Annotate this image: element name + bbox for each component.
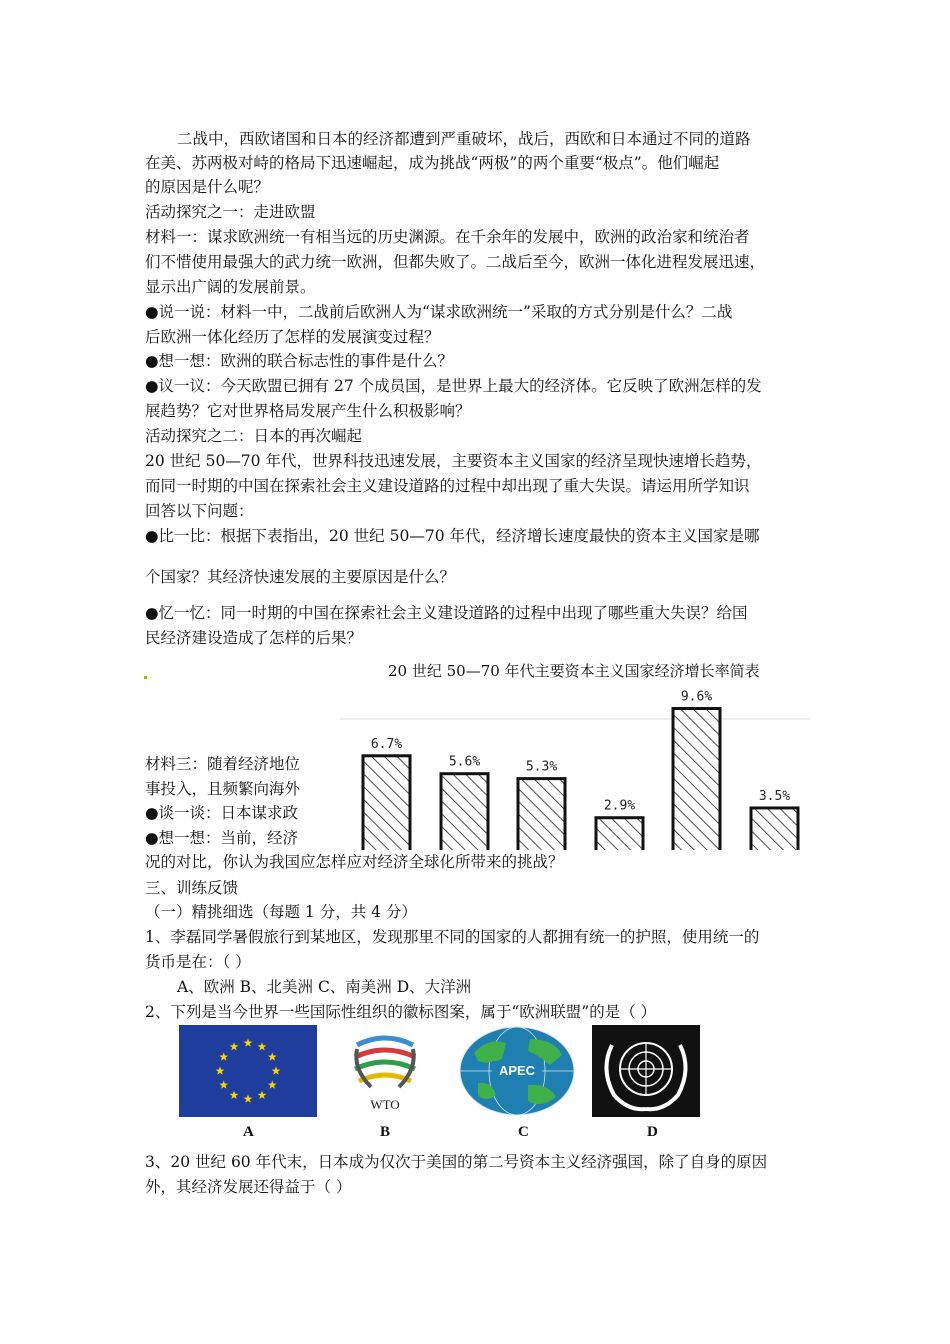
marker-dot: [144, 676, 147, 679]
logo-label-a: A: [243, 1124, 254, 1140]
recall-line-1: ●忆一忆：同一时期的中国在探索社会主义建设道路的过程中出现了哪些重大失误？给国: [145, 604, 748, 622]
activity1-title: 活动探究之一：走进欧盟: [145, 203, 316, 221]
growth-rate-chart: [330, 690, 810, 850]
wto-arc-blue: [357, 1038, 413, 1045]
intro-line-2: 在美、苏两极对峙的格局下迅速崛起，成为挑战“两极”的两个重要“极点”。他们崛起: [145, 154, 720, 172]
context-line-2: 而同一时期的中国在探索社会主义建设道路的过程中却出现了重大失误。请运用所学知识: [145, 477, 750, 495]
q1-line-1: 1、李磊同学暑假旅行到某地区，发现那里不同的国家的人都拥有统一的护照，使用统一的: [145, 928, 760, 946]
un-emblem-logo: [592, 1025, 700, 1117]
wto-arc-red: [355, 1050, 415, 1057]
chart-title: 20 世纪 50—70 年代主要资本主义国家经济增长率简表: [388, 662, 760, 680]
say-line-2: 后欧洲一体化经历了怎样的发展演变过程？: [145, 328, 440, 346]
intro-line-3: 的原因是什么呢？: [145, 178, 270, 196]
apec-text: APEC: [498, 1063, 536, 1078]
recall-line-2: 民经济建设造成了怎样的后果？: [145, 629, 363, 647]
context-line-1: 20 世纪 50—70 年代，世界科技迅速发展，主要资本主义国家的经济呈现快速增长趋势，: [145, 452, 762, 470]
think2-line-1: ●想一想：当前，经济: [145, 829, 299, 847]
discuss-line-2: 展趋势？它对世界格局发展产生什么积极影响？: [145, 402, 471, 420]
chart-value-label-3: 5.3%: [525, 759, 558, 775]
wto-text: WTO: [370, 1097, 400, 1112]
logo-label-d: D: [647, 1124, 658, 1140]
chart-bar-1: [363, 756, 410, 850]
material1-line-2: 们不惜使用最强大的武力统一欧洲，但都失败了。二战后至今，欧洲一体化进程发展迅速，: [145, 253, 766, 271]
discuss-line-1: ●议一议：今天欧盟已拥有 27 个成员国，是世界上最大的经济体。它反映了欧洲怎样的发: [145, 377, 762, 395]
compare-line-2: 个国家？其经济快速发展的主要原因是什么？: [145, 568, 456, 586]
intro-line-1: 二战中，西欧诸国和日本的经济都遭到严重破坏，战后，西欧和日本通过不同的道路: [177, 130, 751, 148]
chart-svg: [330, 690, 810, 850]
closing-line: 况的对比，你认为我国应怎样应对经济全球化所带来的挑战？: [145, 853, 564, 871]
q1-line-2: 货币是在：（ ）: [145, 953, 251, 971]
q1-options: A、欧洲 B、北美洲 C、南美洲 D、大洋洲: [177, 978, 472, 996]
chart-bar-5: [673, 709, 720, 850]
eu-flag-logo: [179, 1025, 317, 1117]
chart-bar-2: [441, 774, 488, 850]
apec-logo: [458, 1025, 576, 1117]
wto-arc-green: [355, 1062, 415, 1069]
chart-bar-3: [518, 779, 565, 850]
material1-line-3: 显示出广阔的发展前景。: [145, 278, 316, 296]
chart-value-label-6: 3.5%: [758, 788, 791, 804]
chart-value-label-1: 6.7%: [370, 736, 403, 752]
wto-logo: [345, 1025, 425, 1117]
logo-label-b: B: [380, 1124, 391, 1140]
material3-line-1: 材料三：随着经济地位: [145, 755, 301, 773]
chart-value-label-2: 5.6%: [448, 754, 481, 770]
context-line-3: 回答以下问题：: [145, 502, 254, 520]
think-line-1: ●想一想：欧洲的联合标志性的事件是什么？: [145, 352, 454, 370]
talk-line-1: ●谈一谈：日本谋求政: [145, 804, 299, 822]
chart-value-label-4: 2.9%: [603, 798, 636, 814]
chart-bar-6: [751, 808, 798, 850]
chart-bar-4: [596, 818, 643, 850]
q3-line-2: 外，其经济发展还得益于（ ）: [145, 1178, 352, 1196]
compare-line-1: ●比一比：根据下表指出，20 世纪 50—70 年代，经济增长速度最快的资本主义国家是哪: [145, 527, 760, 545]
say-line-1: ●说一说：材料一中，二战前后欧洲人为“谋求欧洲统一”采取的方式分别是什么？二战: [145, 303, 733, 321]
section3-title: 三、训练反馈: [145, 879, 239, 897]
activity2-title: 活动探究之二：日本的再次崛起: [145, 427, 363, 445]
material3-line-2: 事投入，且频繁向海外: [145, 780, 301, 798]
q3-line-1: 3、20 世纪 60 年代末，日本成为仅次于美国的第二号资本主义经济强国，除了自身的原因: [145, 1153, 768, 1171]
logo-label-c: C: [518, 1124, 529, 1140]
subsection1-title: （一）精挑细选（每题 1 分，共 4 分）: [145, 903, 417, 921]
q2-line: 2、下列是当今世界一些国际性组织的徽标图案，属于“欧洲联盟”的是（ ）: [145, 1003, 657, 1021]
chart-value-label-5: 9.6%: [680, 690, 713, 705]
material1-line-1: 材料一：谋求欧洲统一有相当远的历史渊源。在千余年的发展中，欧洲的政治家和统治者: [145, 228, 750, 246]
